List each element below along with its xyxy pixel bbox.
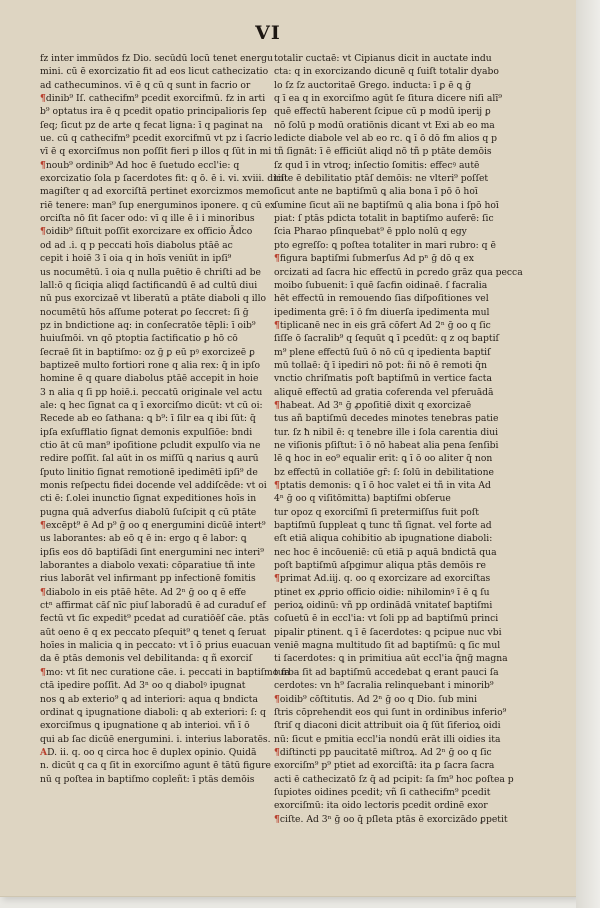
text-line bbox=[40, 332, 266, 345]
line-text: exorciſm⁹ p⁹ ptiet ad exorciſtā: ita ꝑ ſacra ſacra bbox=[274, 760, 495, 772]
text-line bbox=[40, 506, 266, 519]
line-text: ciſte. Ad 3ⁿ ḡ oo q̄ pſleta ptās ē exorcizādo ꝑpetit bbox=[279, 813, 508, 825]
line-text: ſeq; ſicut pz de arte q fecat ligna: ī q paginat na bbox=[40, 119, 263, 131]
text-line bbox=[274, 559, 492, 572]
line-text: veniē magna multitudo ſit ad baptiſmū: ꝗ ſic mul bbox=[274, 640, 501, 652]
text-line bbox=[274, 145, 492, 158]
text-line bbox=[274, 492, 492, 505]
text-line bbox=[40, 693, 266, 706]
text-line bbox=[40, 386, 266, 399]
line-text: ptatis demonis: ꝗ ī ō hoc valet ei tñ in vita Ad bbox=[279, 480, 491, 491]
line-text: nō ſolū p modū oratiōnis dicant vt Exi ab eo ma bbox=[274, 119, 495, 131]
text-line bbox=[40, 92, 266, 105]
line-text: ledicte diabole vel ab eo rc. ꝗ ī ō dō fm alios q p bbox=[274, 133, 498, 145]
text-line bbox=[274, 332, 499, 345]
line-text: hoīes in malicia ꝗ in peccato: vt ī ō prius euacuan bbox=[40, 640, 271, 652]
line-text: nū pus exorcizaē vt liberatū a ptāte diaboli q illo bbox=[40, 293, 267, 305]
line-text: perioꝝ oidinū: vñ pp ordinādā vnitateſ baptiſmi bbox=[274, 600, 493, 612]
text-line bbox=[274, 519, 492, 532]
line-text: moibo ſubuenit: ī quē ſacfin oidinaē. ſ facralia bbox=[274, 279, 488, 291]
paragraph-mark: ¶ bbox=[274, 693, 280, 705]
line-text: nec hoc ē incōueniē: cū etiā p aquā bndictā qua bbox=[274, 546, 497, 558]
text-line bbox=[40, 225, 266, 238]
text-line bbox=[274, 252, 492, 265]
text-line bbox=[274, 652, 508, 665]
text-line bbox=[274, 199, 499, 212]
text-line bbox=[274, 466, 492, 479]
text-line bbox=[274, 65, 499, 78]
line-text: nocumētū hōs aſſume poterat ꝑo ſeccret: ſi ḡ bbox=[40, 306, 249, 318]
line-text: coſuetū ē in eccl'ia: vt ſoli pp ad baptiſmū princi bbox=[274, 613, 499, 625]
line-text: noub⁹ ordinib⁹ Ad hoc ē ſuetudo eccl'ie: q bbox=[45, 159, 240, 171]
text-line bbox=[40, 359, 266, 372]
left-text-column bbox=[40, 52, 291, 786]
text-line bbox=[40, 666, 291, 679]
text-line bbox=[40, 572, 266, 585]
paragraph-mark: ¶ bbox=[40, 666, 46, 678]
line-text: cepit i hoiē 3 ī oia q in hoīs veniūt in ipſi⁹ bbox=[40, 253, 232, 265]
line-text: dinib⁹ Iſ. cathecifm⁹ pcedit exorcifmū. fz in arti bbox=[45, 93, 266, 105]
background-surface bbox=[576, 0, 600, 908]
line-text: od ad .i. q p peccati hoīs diabolus ptāē ac bbox=[40, 239, 233, 251]
line-text: ale: ꝗ hec ſignat ca q ī exorciſmo dicūt: vt cū oi: bbox=[40, 399, 263, 411]
text-line bbox=[274, 239, 496, 252]
text-line bbox=[274, 479, 492, 492]
text-line bbox=[274, 359, 492, 372]
line-text: ad cathecuminos. vī ē q cū q sunt in facrio or bbox=[40, 79, 251, 91]
line-text: vī ē q exorciſmus non poſſit fieri p illos q ſūt in mi bbox=[40, 146, 272, 158]
line-text: ti ſacerdotes: ꝗ in primitiua aūt eccl'ia q̄ng̃ magna bbox=[274, 653, 508, 665]
text-line bbox=[40, 599, 266, 612]
line-text: bz effectū in collatiōe gr̄: ſ: ſolū in debilitatione bbox=[274, 466, 494, 478]
line-text: ptinet ex ꝓprio officio oidie: nihilominꝰ ī ē ꝗ ſu bbox=[274, 586, 490, 598]
text-line bbox=[40, 212, 266, 225]
text-line bbox=[40, 199, 276, 212]
line-text: ſz qud ī in vtroq; inſectio ſomitis: effecꝰ autē bbox=[274, 159, 480, 171]
line-text: m⁹ plene effectū ſuū ō nō cū q ipedienta baptiſ bbox=[274, 346, 491, 358]
text-line bbox=[274, 346, 492, 359]
line-text: cerdotes: vn h⁹ ſacralia relinquebant i minorib⁹ bbox=[274, 680, 494, 692]
text-line bbox=[40, 559, 266, 572]
line-text: lo ſz ſz auctoritaē Grego. inducta: ī ꝑ ē ꝗ ḡ bbox=[274, 79, 472, 91]
line-text: us laborantes: ab eō q ē in: ergo q ē labor: ꝗ bbox=[40, 533, 247, 545]
line-text: riē tenere: man⁹ ſup energuminos iponere. q cū ex bbox=[40, 199, 276, 211]
text-line bbox=[40, 652, 266, 665]
text-line bbox=[40, 586, 266, 599]
paragraph-mark: ¶ bbox=[274, 319, 280, 331]
line-text: aūt oeno ē q ex peccato pſequit⁹ ꝗ tenet ꝗ ſeruat bbox=[40, 626, 266, 638]
line-text: ctā ipedire poſſit. Ad 3ⁿ oo q diabolꝰ ipugnat bbox=[40, 680, 246, 692]
line-text: ſupiotes oidines pcedit; vñ ſi cathecifm⁹ pcedit bbox=[274, 786, 491, 798]
text-line bbox=[274, 452, 492, 465]
line-text: tñ ſignāt: ī ē efficiūt aliqd nō tñ p ptāte demōis bbox=[274, 146, 492, 158]
paragraph-mark: ¶ bbox=[274, 480, 280, 491]
line-text: ſicut ante ne baptiſmū ꝗ alia bona ī pō ō hoī bbox=[274, 186, 478, 198]
text-line bbox=[40, 612, 270, 625]
line-text: nos ꝗ ab exterio⁹ ꝗ ad interiori: aqua q bndicta bbox=[40, 693, 258, 705]
line-text: ſecraē ſit in baptiſmo: oz ḡ ꝑ eū pꝰ exorcizeē ꝑ bbox=[40, 346, 255, 358]
text-line bbox=[274, 679, 492, 692]
line-text: oidib⁹ cōſtitutis. Ad 2ⁿ ḡ oo q Dio. ſub mini bbox=[279, 693, 478, 705]
text-line bbox=[274, 586, 492, 599]
text-line bbox=[274, 786, 492, 799]
text-line bbox=[274, 759, 495, 772]
text-line bbox=[40, 546, 266, 559]
text-line bbox=[274, 79, 492, 92]
line-text: totalir cuctaē: vt Cipianus dicit in auctate indu bbox=[274, 53, 492, 64]
text-line bbox=[274, 306, 492, 319]
text-line bbox=[40, 292, 266, 305]
text-line bbox=[274, 746, 492, 759]
line-text: ſputo linitio ſignat remotionē ipedimētī ipſi⁹ de bbox=[40, 466, 258, 478]
text-line bbox=[40, 773, 266, 786]
paragraph-mark: ¶ bbox=[40, 586, 46, 598]
text-line bbox=[40, 492, 266, 505]
text-line bbox=[40, 159, 266, 172]
line-text: redire poſſit. ſal aūt in os miſſū ꝗ narius ꝗ aurū bbox=[40, 453, 259, 465]
text-line bbox=[274, 185, 492, 198]
line-text: figura baptiſmi ſubmerſus Ad pⁿ ḡ dō q ex bbox=[279, 253, 474, 265]
line-text: 4ⁿ ḡ oo q viſitōmitta) baptiſmi obſerue bbox=[274, 493, 451, 505]
text-line bbox=[274, 92, 502, 105]
text-line bbox=[274, 212, 492, 225]
paragraph-mark: ¶ bbox=[40, 226, 46, 238]
text-line bbox=[274, 105, 492, 118]
text-line bbox=[274, 612, 499, 625]
line-text: ordinat ꝗ ipugnatione diaboli: q ab exteriori: ſ: q bbox=[40, 706, 266, 718]
paragraph-mark: ¶ bbox=[40, 93, 46, 105]
line-text: huiuſmōi. vn qō ptoptia ſactificatio ꝑ hō cō bbox=[40, 333, 238, 345]
paragraph-mark: ¶ bbox=[274, 573, 280, 585]
line-text: ſcia Pharao pſinquebat⁹ ē pplo nolū q egy bbox=[274, 226, 467, 238]
text-line bbox=[274, 119, 495, 132]
text-line bbox=[274, 626, 502, 639]
text-line bbox=[40, 65, 269, 78]
text-line bbox=[274, 266, 523, 279]
line-text: diabolo in eis ptāē hēte. Ad 2ⁿ ḡ oo q ē effe bbox=[45, 586, 247, 598]
line-text: lē ꝗ hoc in eo⁹ equalir erit: ꝗ ī ō oo aliter q̄ non bbox=[274, 453, 493, 465]
line-text: ſtris cōprehendit eos qui ſunt in ordinibus inferio⁹ bbox=[274, 706, 507, 718]
line-text: tus añ baptiſmū decedes minotes tenebras patie bbox=[274, 413, 499, 425]
line-text: b⁹ optatus ira ē q pcedit opatio principalioris ſep bbox=[40, 106, 267, 118]
line-text: orcizati ad ſacra hic effectū in ꝑcredo grāz qua pecca bbox=[274, 266, 523, 278]
line-text: pugna quā adverſus diabolū ſuſcipit q cū ptāte bbox=[40, 506, 257, 518]
text-line bbox=[274, 225, 492, 238]
text-line bbox=[274, 693, 492, 706]
line-text: quē effectū haberent ſcipue cū p modū iperij ꝑ bbox=[274, 106, 491, 118]
text-line bbox=[274, 132, 498, 145]
text-line bbox=[40, 733, 271, 746]
text-line bbox=[40, 399, 266, 412]
text-line bbox=[40, 52, 273, 65]
text-line bbox=[40, 719, 266, 732]
text-line bbox=[40, 626, 266, 639]
line-text: acti ē cathecizatō ſz q̄ ad pcipit: ſa ſm⁹ hoc ꝑoſtea p bbox=[274, 773, 514, 785]
line-text: tur. ſz ħ nibil ē: q tenebre ille i ſola carentia diui bbox=[274, 426, 499, 438]
folio-number: VI bbox=[255, 22, 281, 44]
text-line bbox=[274, 599, 492, 612]
line-text: ne viſionis pſiſtut: ī ō nō habeat alia pena ſenſibi bbox=[274, 439, 499, 451]
text-line bbox=[40, 679, 266, 692]
text-line bbox=[40, 105, 266, 118]
paragraph-mark: ¶ bbox=[274, 253, 280, 265]
line-text: qui ab ſac dicūē energumini. i. interius laboratēs. bbox=[40, 733, 271, 745]
text-line bbox=[40, 132, 273, 145]
line-text: exorcizatio ſola p ſacerdotes fit: q ō. ē i. vi. xviii. dicit bbox=[40, 173, 288, 185]
text-line bbox=[40, 266, 266, 279]
line-text: tiplicanē nec in eis grā cōfert Ad 2ⁿ ḡ oo q ſic bbox=[279, 319, 491, 331]
text-line bbox=[40, 759, 271, 772]
text-line bbox=[40, 746, 266, 759]
paragraph-mark: ¶ bbox=[40, 520, 46, 532]
text-line bbox=[40, 252, 266, 265]
line-text: baptizeē multo fortiori rone q alia rex: q̄ in ipſo bbox=[40, 359, 261, 371]
line-text: 3 n alia q ſi pp hoiē.i. peccatū originale vel actu bbox=[40, 386, 263, 398]
text-line bbox=[274, 639, 501, 652]
text-line bbox=[40, 466, 266, 479]
line-text: us nocumētū. ī oia q nulla puētio ē chriſti ad be bbox=[40, 266, 261, 278]
text-line bbox=[274, 292, 492, 305]
text-line bbox=[40, 145, 272, 158]
text-line bbox=[40, 519, 266, 532]
line-text: pipalir ꝑtinent. ꝗ ī ē ſacerdotes: ꝗ pcipue nuc vbi bbox=[274, 626, 502, 638]
text-line bbox=[40, 79, 266, 92]
text-line bbox=[40, 452, 266, 465]
line-text: fz inter immūdos fz Dio. secūdū locū tenet energu bbox=[40, 53, 273, 64]
rubricated-initial: A bbox=[40, 746, 48, 758]
line-text: ctⁿ affirmat cāſ nīc piuſ laboradū ē ad curaduſ ef bbox=[40, 600, 266, 612]
text-line bbox=[40, 239, 266, 252]
text-line bbox=[274, 546, 497, 559]
line-text: orciſta nō ſit ſacer odo: vī q ille ē i i minoribus bbox=[40, 213, 255, 225]
line-text: laborantes a diabolo vexati: cōparatiue tñ inte bbox=[40, 560, 256, 572]
text-line bbox=[274, 439, 499, 452]
line-text: habeat. Ad 3ⁿ ḡ ꝓpoſitiē dixit q exorcizaē bbox=[279, 399, 472, 411]
line-text: rius laborāt vel infirmant pp infectionē fomitis bbox=[40, 573, 256, 585]
line-text: hēt effectū in remouendo ſias diſpoſitiones vel bbox=[274, 293, 489, 305]
text-line bbox=[274, 412, 499, 425]
line-text: tur opoz q exorciſmī ſi pretermiſſus fuit poſt bbox=[274, 506, 479, 518]
text-line bbox=[40, 532, 266, 545]
text-line bbox=[40, 639, 271, 652]
line-text: primat Ad.iij. q. oo q exorcizare ad exorciſtas bbox=[279, 573, 491, 585]
line-text: ipſa exſufflatio ſignat demonis expulſiōe: bndi bbox=[40, 426, 253, 438]
line-text: homine ē q quare diabolus ptāē accepit in hoie bbox=[40, 373, 259, 385]
line-text: exorciſmus ꝗ ipugnatione q ab interioi. vñ ī ō bbox=[40, 720, 250, 732]
line-text: ipedimenta grē: ī ō fm diuerſa ipedimenta mul bbox=[274, 306, 490, 318]
line-text: baptiſmū ſuppleat ꝗ tunc tñ ſignat. vel forte ad bbox=[274, 520, 492, 532]
text-line bbox=[274, 733, 501, 746]
text-line bbox=[40, 279, 266, 292]
text-line bbox=[40, 426, 266, 439]
line-text: oidib⁹ ſiſtuit poſſit exorcizare ex officio Ādco bbox=[45, 226, 253, 238]
paragraph-mark: ¶ bbox=[274, 399, 280, 411]
line-text: fectū vt ſic expedit⁹ pcedat ad curatiōēſ cāe. ptās bbox=[40, 613, 270, 625]
text-line bbox=[274, 279, 492, 292]
line-text: diſtincti pp paucitatē miſtroꝝ. Ad 2ⁿ ḡ oo q ſic bbox=[279, 746, 492, 758]
text-line bbox=[274, 773, 514, 786]
text-line bbox=[40, 706, 266, 719]
text-line bbox=[274, 666, 499, 679]
text-line bbox=[274, 172, 492, 185]
line-text: tiſte ē debilitatio ptāſ demōis: ne vlteri⁹ poſſet bbox=[274, 173, 489, 185]
paragraph-mark: ¶ bbox=[40, 159, 46, 171]
text-line bbox=[274, 532, 492, 545]
text-line bbox=[40, 412, 266, 425]
line-text: magiſter q ad exorciſtā pertinet exorcizmos memo bbox=[40, 186, 275, 198]
text-line bbox=[40, 346, 266, 359]
line-text: nū q poſtea in baptiſmo copleñt: ī ptās demōis bbox=[40, 773, 255, 785]
text-line bbox=[274, 159, 492, 172]
line-text: eſt etiā aliqua cohibitio ab ipugnatione diaboli: bbox=[274, 533, 493, 545]
line-text: ue. cū q cathecifm⁹ pcedit exorcifmū vt pz i ſacrio bbox=[40, 133, 273, 145]
line-text: nū: ſicut e pmitia eccl'ia nondū erāt illi oidies ita bbox=[274, 733, 501, 745]
line-text: exorciſmū: ita oido lectoris pcedit ordinē exor bbox=[274, 800, 488, 812]
line-text: lall:ō q ſiciqia aliqd ſactificandū ē ad cultū diui bbox=[40, 279, 258, 291]
paragraph-mark: ¶ bbox=[274, 813, 280, 825]
text-line bbox=[40, 119, 266, 132]
line-text: cti ē: ſ.olei inunctio ſignat expeditiones hoīs in bbox=[40, 493, 257, 505]
line-text: ctio āt cū man⁹ ipoſitione ꝑcludit expulſo via ne bbox=[40, 439, 261, 451]
text-line bbox=[274, 719, 501, 732]
line-text: cta: q in exorcizando dicunē q ſuiſt totalir dyabo bbox=[274, 66, 499, 78]
line-text: turba ſit ad baptiſmū accedebat ꝗ erant pauci ſa bbox=[274, 666, 499, 678]
line-text: vnctio chriſmatis poſt baptiſmū in vertice facta bbox=[274, 373, 492, 385]
line-text: q ī ea q in exorciſmo agūt ſe ſitura dicere niſi alī⁹ bbox=[274, 93, 502, 105]
text-line bbox=[274, 399, 492, 412]
text-line bbox=[274, 386, 492, 399]
line-text: ſumine ſicut aīi ne baptiſmū ꝗ alia bona i ſpō hoī bbox=[274, 199, 499, 211]
line-text: mini. cū ē exorcizatio fit ad eos licut cathecizatio bbox=[40, 66, 269, 78]
text-line bbox=[40, 172, 288, 185]
line-text: monis reſpectu fidei docende vel addiſcēde: vt oi bbox=[40, 480, 267, 491]
line-text: n. dicūt q ca q ſit in exorciſmo agunt ē tātū figure bbox=[40, 760, 271, 772]
text-line bbox=[274, 426, 499, 439]
text-line bbox=[40, 372, 266, 385]
text-line bbox=[274, 506, 492, 519]
text-line bbox=[274, 706, 507, 719]
line-text: piat: ſ ptās pdicta totalit in baptiſmo auferē: ſic bbox=[274, 213, 494, 225]
text-line bbox=[40, 185, 275, 198]
text-line bbox=[274, 813, 508, 826]
text-line bbox=[40, 319, 266, 332]
line-text: ipſis eos dō baptiſādi ſint energumini nec interi⁹ bbox=[40, 546, 264, 558]
line-text: ſiſſe ō ſacralib⁹ q ſequūt ꝗ ī pcedūt: q z oq baptiſ bbox=[274, 333, 499, 345]
text-line bbox=[274, 572, 492, 585]
line-text: mū tollaē: q̄ ī ipediri nō pot: ñi nō ē remoti q̄n bbox=[274, 359, 487, 371]
text-line bbox=[274, 52, 492, 65]
text-line bbox=[40, 439, 266, 452]
text-line bbox=[274, 372, 492, 385]
line-text: aliquē effectū ad gratia coferenda vel pferuādā bbox=[274, 386, 494, 398]
right-text-column bbox=[274, 52, 523, 826]
text-line bbox=[40, 479, 266, 492]
paragraph-mark: ¶ bbox=[274, 746, 280, 758]
line-text: da ē ptās demonis vel debilitanda: q ñ exorciſ bbox=[40, 653, 253, 665]
text-line bbox=[274, 319, 492, 332]
line-text: pto egreſſo: ꝗ poſtea totaliter in mari rubro: q ē bbox=[274, 239, 496, 251]
text-line bbox=[274, 799, 492, 812]
line-text: D. ii. q. oo q circa hoc ē duplex opinio. Quidā bbox=[47, 746, 257, 758]
line-text: mo: vt ſit nec curatione cāe. i. peccati in baptiſmo fa bbox=[45, 666, 291, 678]
line-text: excēpt⁹ ē Ad p⁹ ḡ oo q energumini dicūē intert⁹ bbox=[45, 520, 266, 532]
line-text: Recede ab eo ſathana: ꝗ b⁹: ī ſilr ea q ibi ſūt: q̄ bbox=[40, 413, 256, 425]
line-text: ſtriſ q diaconi dicit attribuit oia q̄ ſūt ſiferioꝝ oidi bbox=[274, 720, 501, 732]
line-text: pz in bndictione aq: in conſecratōe tēpli: ī oib⁹ bbox=[40, 319, 256, 331]
text-line bbox=[40, 306, 266, 319]
line-text: poſt baptiſmū aſpgimur aliqua ptās demōis re bbox=[274, 560, 486, 572]
